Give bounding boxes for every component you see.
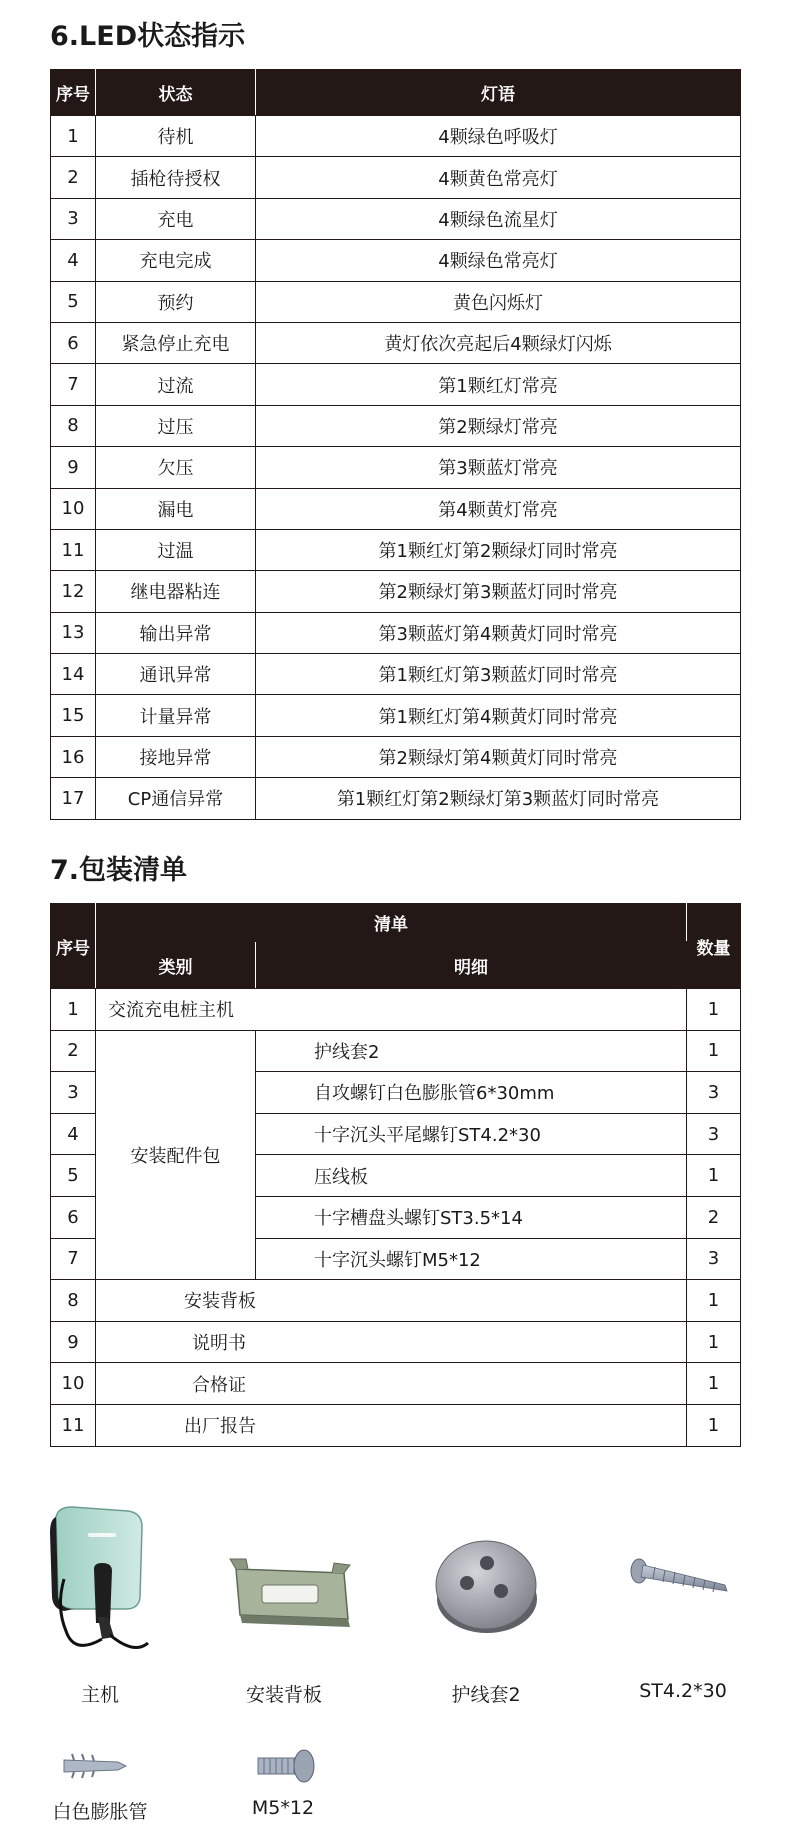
cable-grommet-icon xyxy=(431,1533,541,1643)
row-detail: 十字槽盘头螺钉ST3.5*14 xyxy=(256,1196,687,1238)
row-no: 4 xyxy=(51,1113,96,1155)
row-name: 说明书 xyxy=(96,1321,687,1363)
item-label-grommet: 护线套2 xyxy=(451,1684,521,1706)
row-state: 通讯异常 xyxy=(96,654,256,695)
row-no: 1 xyxy=(51,989,96,1031)
row-light: 4颗绿色呼吸灯 xyxy=(256,116,741,157)
row-state: 过温 xyxy=(96,529,256,570)
header-category: 类别 xyxy=(96,942,256,989)
item-label-m5: M5*12 xyxy=(251,1797,315,1819)
header-state: 状态 xyxy=(96,70,256,116)
row-light: 第2颗绿灯第3颗蓝灯同时常亮 xyxy=(256,571,741,612)
row-no: 3 xyxy=(51,1072,96,1114)
table-row xyxy=(51,405,741,446)
row-no: 10 xyxy=(51,1363,96,1405)
table-row xyxy=(51,281,741,322)
row-no: 10 xyxy=(51,488,96,529)
row-light: 第1颗红灯第2颗绿灯第3颗蓝灯同时常亮 xyxy=(256,778,741,819)
row-name: 交流充电桩主机 xyxy=(96,989,687,1031)
row-no: 5 xyxy=(51,1155,96,1197)
row-no: 7 xyxy=(51,1238,96,1280)
row-no: 15 xyxy=(51,695,96,736)
header-detail: 明细 xyxy=(256,942,687,989)
header-list: 清单 xyxy=(96,904,687,942)
table-row xyxy=(51,198,741,239)
table-row xyxy=(51,529,741,570)
row-qty: 1 xyxy=(687,1404,741,1446)
row-no: 12 xyxy=(51,571,96,612)
row-light: 第1颗红灯第3颗蓝灯同时常亮 xyxy=(256,654,741,695)
row-state: 计量异常 xyxy=(96,695,256,736)
row-detail: 自攻螺钉白色膨胀管6*30mm xyxy=(256,1072,687,1114)
row-no: 11 xyxy=(51,529,96,570)
table-row xyxy=(51,116,741,157)
row-light: 第2颗绿灯第4颗黄灯同时常亮 xyxy=(256,736,741,777)
row-qty: 3 xyxy=(687,1113,741,1155)
row-no: 14 xyxy=(51,654,96,695)
row-no: 6 xyxy=(51,322,96,363)
row-no: 1 xyxy=(51,116,96,157)
row-no: 7 xyxy=(51,364,96,405)
row-no: 17 xyxy=(51,778,96,819)
row-qty: 1 xyxy=(687,989,741,1031)
row-state: 充电完成 xyxy=(96,240,256,281)
row-light: 第2颗绿灯常亮 xyxy=(256,405,741,446)
row-state: 欠压 xyxy=(96,447,256,488)
header-qty: 数量 xyxy=(687,904,741,989)
item-label-anchor: 白色膨胀管 xyxy=(52,1801,148,1823)
header-light: 灯语 xyxy=(256,70,741,116)
row-light: 第3颗蓝灯第4颗黄灯同时常亮 xyxy=(256,612,741,653)
table-subheader-row xyxy=(51,942,741,989)
row-qty: 1 xyxy=(687,1280,741,1322)
table-row xyxy=(51,364,741,405)
row-light: 第1颗红灯常亮 xyxy=(256,364,741,405)
row-state: 充电 xyxy=(96,198,256,239)
row-no: 3 xyxy=(51,198,96,239)
table-row xyxy=(51,1404,741,1446)
row-state: 漏电 xyxy=(96,488,256,529)
row-no: 4 xyxy=(51,240,96,281)
row-light: 第1颗红灯第4颗黄灯同时常亮 xyxy=(256,695,741,736)
table-row xyxy=(51,240,741,281)
row-light: 黄色闪烁灯 xyxy=(256,281,741,322)
item-label-plate: 安装背板 xyxy=(245,1684,323,1706)
row-light: 第3颗蓝灯常亮 xyxy=(256,447,741,488)
row-qty: 1 xyxy=(687,1363,741,1405)
row-no: 16 xyxy=(51,736,96,777)
row-light: 第1颗红灯第2颗绿灯同时常亮 xyxy=(256,529,741,570)
row-detail: 压线板 xyxy=(256,1155,687,1197)
row-no: 2 xyxy=(51,1030,96,1072)
table-row xyxy=(51,1030,741,1072)
row-detail: 十字沉头平尾螺钉ST4.2*30 xyxy=(256,1113,687,1155)
row-state: 紧急停止充电 xyxy=(96,322,256,363)
row-state: 输出异常 xyxy=(96,612,256,653)
led-section-title: 6.LED状态指示 xyxy=(50,21,246,52)
row-no: 5 xyxy=(51,281,96,322)
row-state: 过压 xyxy=(96,405,256,446)
row-state: 待机 xyxy=(96,116,256,157)
row-state: CP通信异常 xyxy=(96,778,256,819)
table-row xyxy=(51,736,741,777)
table-row xyxy=(51,1280,741,1322)
row-no: 11 xyxy=(51,1404,96,1446)
mounting-plate-icon xyxy=(222,1555,362,1630)
row-name: 合格证 xyxy=(96,1363,687,1405)
row-no: 2 xyxy=(51,157,96,198)
row-state: 预约 xyxy=(96,281,256,322)
table-row xyxy=(51,778,741,819)
row-qty: 1 xyxy=(687,1030,741,1072)
kit-category: 安装配件包 xyxy=(96,1030,256,1280)
pack-section-title: 7.包装清单 xyxy=(50,855,188,886)
row-no: 13 xyxy=(51,612,96,653)
row-qty: 1 xyxy=(687,1321,741,1363)
machine-screw-icon xyxy=(254,1746,318,1786)
charger-icon xyxy=(44,1505,154,1665)
row-qty: 2 xyxy=(687,1196,741,1238)
row-qty: 3 xyxy=(687,1238,741,1280)
row-light: 4颗绿色流星灯 xyxy=(256,198,741,239)
table-row xyxy=(51,989,741,1031)
table-row xyxy=(51,322,741,363)
row-light: 黄灯依次亮起后4颗绿灯闪烁 xyxy=(256,322,741,363)
table-row xyxy=(51,612,741,653)
table-row xyxy=(51,695,741,736)
row-no: 9 xyxy=(51,1321,96,1363)
item-label-screw: ST4.2*30 xyxy=(639,1680,727,1702)
table-header-row xyxy=(51,904,741,942)
row-state: 继电器粘连 xyxy=(96,571,256,612)
screw-icon xyxy=(625,1555,735,1605)
row-no: 8 xyxy=(51,405,96,446)
row-name: 出厂报告 xyxy=(96,1404,687,1446)
row-light: 第4颗黄灯常亮 xyxy=(256,488,741,529)
table-header-row xyxy=(51,70,741,116)
row-name: 安装背板 xyxy=(96,1280,687,1322)
table-row xyxy=(51,447,741,488)
header-no: 序号 xyxy=(51,904,96,989)
row-no: 8 xyxy=(51,1280,96,1322)
row-state: 接地异常 xyxy=(96,736,256,777)
table-row xyxy=(51,488,741,529)
row-light: 4颗绿色常亮灯 xyxy=(256,240,741,281)
row-no: 9 xyxy=(51,447,96,488)
row-detail: 十字沉头螺钉M5*12 xyxy=(256,1238,687,1280)
row-state: 插枪待授权 xyxy=(96,157,256,198)
row-detail: 护线套2 xyxy=(256,1030,687,1072)
wall-anchor-icon xyxy=(60,1750,130,1782)
table-row xyxy=(51,157,741,198)
table-row xyxy=(51,1363,741,1405)
item-label-charger: 主机 xyxy=(80,1684,120,1706)
row-light: 4颗黄色常亮灯 xyxy=(256,157,741,198)
led-status-table xyxy=(50,69,741,820)
header-no: 序号 xyxy=(51,70,96,116)
table-row xyxy=(51,1321,741,1363)
table-row xyxy=(51,571,741,612)
packing-list-table xyxy=(50,903,741,1447)
row-no: 6 xyxy=(51,1196,96,1238)
row-state: 过流 xyxy=(96,364,256,405)
table-row xyxy=(51,654,741,695)
row-qty: 3 xyxy=(687,1072,741,1114)
row-qty: 1 xyxy=(687,1155,741,1197)
